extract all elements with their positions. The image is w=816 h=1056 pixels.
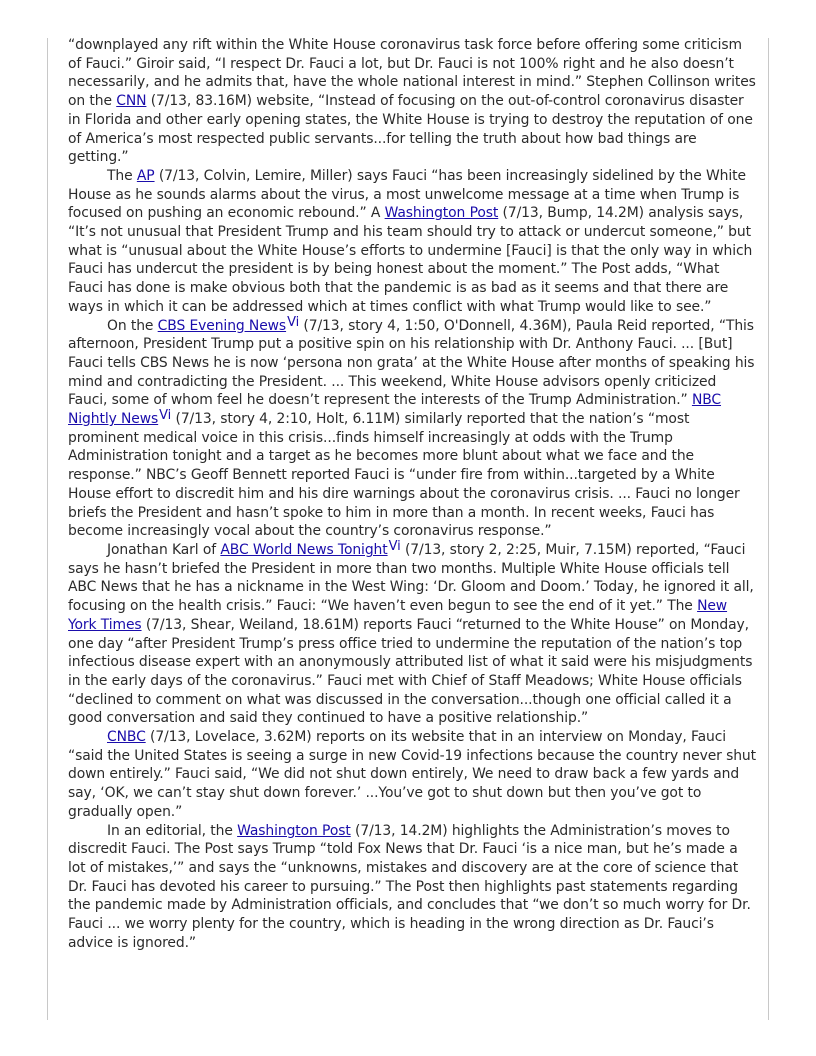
video-icon[interactable]: Vi	[159, 408, 172, 424]
paragraph-cbs-nbc: On the CBS Evening News$^{Vi}$ (7/13, story 4, 1:50, O'Donnell, 4.36M), Paula Reid reported, “This afternoon, President Trump put a positive spin on his relationship with Dr. Anthony Fauci. ... [But] Fauci tells CBS News he is now ‘persona non grata’ at the White House after months of speaking his mind and contradicting the President. ... This weekend, White House advisors openly criticized Fauci, some of whom feel he doesn’t represent the interests of the Trump Administration.” NBC Nightly News$^{Vi}$ (7/13, story 4, 2:10, Holt, 6.11M) similarly reported that the nation’s “most prominent medical voice in this crisis...finds himself increasingly at odds with the Trump Administration tonight and a target as he becomes more blunt about what we face and the response.” NBC’s Geoff Bennett reported Fauci is “under fire from within...targeted by a White House effort to discredit him and his dire warnings about the coronavirus crisis. ... Fauci no longer briefs the President and hasn’t spoke to him in more than a month. In recent weeks, Fauci has become increasingly vocal about the country’s coronavirus response.”	[68, 314, 755, 540]
link-washington-post[interactable]: Washington Post	[384, 205, 499, 222]
paragraph-washington-post-editorial: In an editorial, the Washington Post (7/13, 14.2M) highlights the Administration’s moves to discredit Fauci. The Post says Trump “told Fox News that Dr. Fauci ‘is a nice man, but he’s made a lot of mistakes,’” and says the “unknowns, mistakes and discovery are at the core of science that Dr. Fauci has devoted his career to pursuing.” The Post then highlights past statements regarding the pandemic made by Administration officials, and concludes that “we don’t so much worry for Dr. Fauci ... we worry plenty for the country, which is heading in the wrong direction as Dr. Fauci’s advice is ignored.”	[68, 822, 751, 951]
link-washington-post-editorial[interactable]: Washington Post	[237, 822, 351, 839]
link-cnbc[interactable]: CNBC	[107, 729, 146, 746]
link-ap[interactable]: AP	[136, 167, 155, 184]
paragraph-abc-nyt: Jonathan Karl of ABC World News Tonight$^{Vi}$ (7/13, story 2, 2:25, Muir, 7.15M) reported, “Fauci says he hasn’t briefed the President in more than two months. Multiple White House officials tell ABC News that he has a nickname in the West Wing: ‘Dr. Gloom and Doom.’ Today, he ignored it all, focusing on the health crisis.” Fauci: “We haven’t even begun to see the end of it yet.” The New York Times (7/13, Shear, Weiland, 18.61M) reports Fauci “returned to the White House” on Monday, one day “after President Trump’s press office tried to undermine the reputation of the nation’s top infectious disease expert with an anonymously attributed list of what it said were his misjudgments in the early days of the coronavirus.” Fauci met with Chief of Staff Meadows; White House officials “declined to comment on what was discussed in the conversation...though one official called it a good conversation and said they continued to have a positive relationship.”	[68, 538, 754, 727]
link-cbs-evening-news[interactable]: CBS Evening News	[157, 317, 287, 334]
paragraph-cnbc: CNBC (7/13, Lovelace, 3.62M) reports on its website that in an interview on Monday, Fauci “said the United States is seeing a surge in new Covid-19 infections because the country never shut down entirely.” Fauci said, “We did not shut down entirely, We need to draw back a few yards and say, ‘OK, we can’t stay shut down forever.’ ...You’ve got to shut down but then you’ve got to gradually open.”	[68, 729, 756, 820]
link-abc-world-news-tonight[interactable]: ABC World News Tonight	[220, 541, 388, 558]
page-right-border	[768, 38, 769, 1020]
link-new-york-times[interactable]: New York Times	[68, 598, 728, 633]
link-cnn[interactable]: CNN	[116, 93, 147, 110]
video-icon[interactable]: Vi	[287, 314, 300, 330]
paragraph-giroir-cnn: “downplayed any rift within the White House coronavirus task force before offering some criticism of Fauci.” Giroir said, “I respect Dr. Fauci a lot, but Dr. Fauci is not 100% right and he also doesn’t necessarily, and he admits that, have the whole national interest in mind.” Stephen Collinson writes on the CNN (7/13, 83.16M) website, “Instead of focusing on the out-of-control coronavirus disaster in Florida and other early opening states, the White House is trying to destroy the reputation of one of America’s most respected public servants...for telling the truth about how bad things are getting.”	[68, 37, 756, 166]
paragraph-ap-washington-post: The AP (7/13, Colvin, Lemire, Miller) says Fauci “has been increasingly sidelined by the White House as he sounds alarms about the virus, a most unwelcome message at a time when Trump is focused on pushing an economic rebound.” A Washington Post (7/13, Bump, 14.2M) analysis says, “It’s not unusual that President Trump and his team should try to attack or undercut someone,” but what is “unusual about the White House’s efforts to undermine [Fauci] is that the only way in which Fauci has undercut the president is by being honest about the moment.” The Post adds, “What Fauci has done is make obvious both that the pandemic is as bad as it seems and that there are ways in which it can be addressed which at times conflict with what Trump would like to see.”	[68, 167, 753, 315]
article-body	[68, 36, 758, 952]
page-left-border	[47, 38, 48, 1020]
video-icon[interactable]: Vi	[388, 538, 401, 554]
link-nbc-nightly-news[interactable]: NBC Nightly News	[68, 392, 722, 428]
